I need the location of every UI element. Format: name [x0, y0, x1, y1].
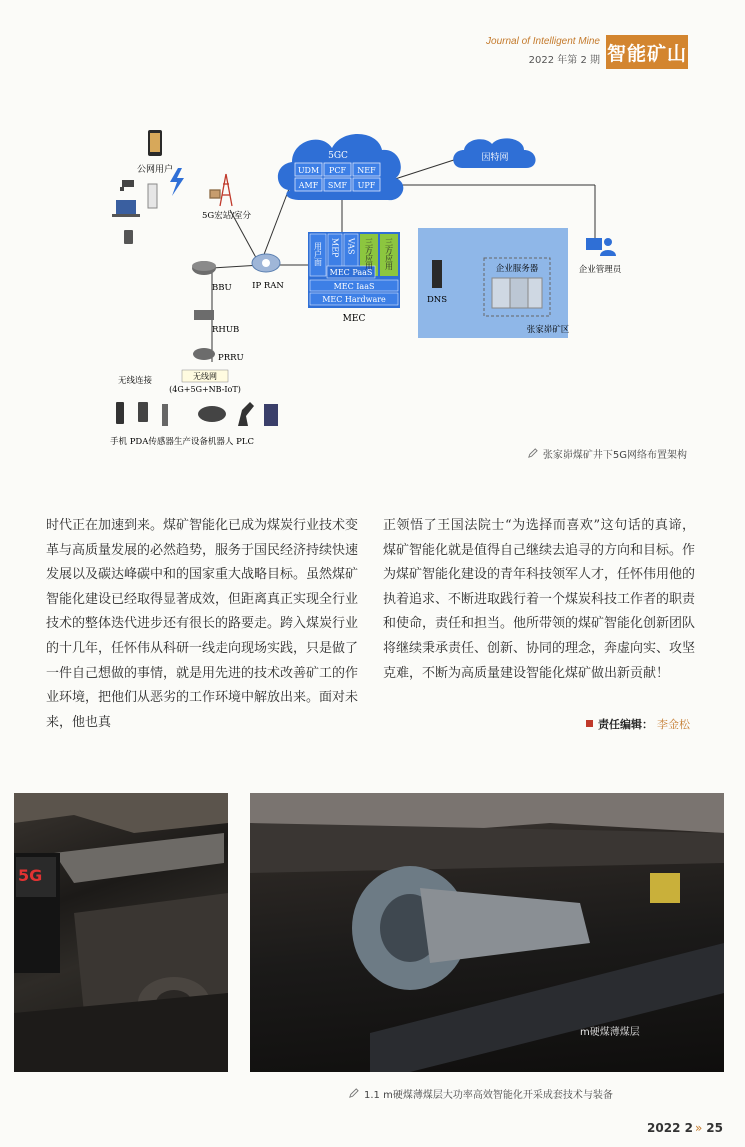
- handset-icon: [116, 402, 124, 424]
- wireless-link-label: 无线连接: [118, 376, 153, 386]
- mec-label: MEC: [342, 314, 366, 324]
- figure-2-caption: [348, 1086, 613, 1101]
- production-equipment-icon: [198, 406, 226, 422]
- camera-icon: [120, 180, 134, 191]
- editor-name: 李金松: [657, 718, 690, 731]
- public-user-label: 公网用户: [136, 165, 174, 175]
- page-footer: [647, 1121, 723, 1135]
- figure-1-caption: [527, 446, 687, 461]
- journal-name: Journal of Intelligent Mine: [486, 36, 600, 47]
- footer-arrows: »: [694, 1121, 703, 1135]
- shearer-photo-right: [250, 793, 724, 1072]
- internet-label: 因特网: [481, 153, 509, 163]
- core-label: 5GC: [328, 151, 348, 161]
- end-devices: [116, 402, 278, 426]
- wireless-types-label: (4G+5G+NB-IoT): [169, 385, 241, 394]
- amf-label: AMF: [298, 181, 319, 190]
- rhub-label: RHUB: [212, 325, 240, 335]
- photo-left-drawing: [14, 793, 228, 1072]
- wireless-net-label: 无线网: [193, 372, 217, 381]
- pen-icon: [348, 1088, 359, 1099]
- responsible-editor: [586, 716, 690, 732]
- udm-label: UDM: [297, 166, 320, 175]
- admin-label: 企业管理员: [578, 265, 622, 275]
- page-number: 25: [706, 1121, 723, 1135]
- macro-station-icon: [210, 174, 232, 206]
- plc-icon: [264, 404, 278, 426]
- dns-server-icon: [432, 260, 442, 288]
- bbu-label: BBU: [212, 283, 232, 293]
- smf-label: SMF: [327, 181, 348, 190]
- sensor-icon: [162, 404, 168, 426]
- figure-1-caption-text: 张家峁煤矿井下5G网络布置架构: [542, 450, 687, 461]
- user-plane-label: 用户面: [313, 242, 323, 266]
- journal-logo: 智能矿山: [606, 35, 688, 69]
- dns-label: DNS: [426, 295, 448, 305]
- devices-label: 手机 PDA传感器生产设备机器人 PLC: [110, 437, 254, 447]
- bbu-icon: [192, 261, 216, 275]
- network-architecture-diagram: [100, 120, 680, 460]
- photo-overlay-text: m硬煤薄煤层: [580, 1027, 640, 1038]
- mep-label: MEP: [330, 238, 340, 258]
- photo-5g-sign: 5G: [18, 866, 43, 885]
- photo-right-drawing: [250, 793, 724, 1072]
- editor-square-icon: [586, 720, 593, 727]
- editor-label: 责任编辑：: [598, 718, 653, 731]
- journal-issue: 2022 年第 2 期: [528, 55, 600, 66]
- laptop-icon: [112, 200, 140, 217]
- nef-label: NEF: [357, 166, 376, 175]
- mec-iaas-label: MEC IaaS: [333, 282, 375, 291]
- prru-label: PRRU: [218, 353, 244, 363]
- ip-ran-icon: [252, 254, 280, 272]
- router-icon: [148, 184, 157, 208]
- tablet-icon: [124, 230, 133, 244]
- mec-hardware-label: MEC Hardware: [322, 295, 386, 304]
- vas-label: VAS: [346, 238, 356, 255]
- third-party-app-2-label: 三方应用: [384, 238, 394, 270]
- figure-2-caption-text: 1.1 m硬煤薄煤层大功率高效智能化开采成套技术与装备: [364, 1090, 613, 1101]
- pda-icon: [138, 402, 148, 422]
- mec-paas-label: MEC PaaS: [329, 268, 373, 277]
- enterprise-server-label: 企业服务器: [495, 264, 539, 274]
- mine-area-label: 张家峁矿区: [526, 325, 570, 335]
- rhub-icon: [194, 310, 214, 320]
- upf-label: UPF: [357, 181, 376, 190]
- pcf-label: PCF: [328, 166, 347, 175]
- ip-ran-label: IP RAN: [252, 281, 284, 291]
- article-column-left: 时代正在加速到来。煤矿智能化已成为煤炭行业技术变革与高质量发展的必然趋势，服务于国民经济持续快速发展以及碳达峰碳中和的国家重大战略目标。虽然煤矿智能化建设已经取得显著成效，但距离真正实现全行业技术的整体迭代进步还有很长的路要走。跨入煤炭行业的十几年，任怀伟从科研一线走向现场实践，只是做了一件自己想做的事情，就是用先进的技术改善矿工的作业环境，把他们从恶劣的工作环境中解放出来。面对未来，他也真: [46, 518, 359, 730]
- prru-icon: [193, 348, 215, 360]
- robot-icon: [238, 402, 254, 426]
- macro-station-label: 5G宏站/室分: [202, 211, 252, 221]
- enterprise-server-icon: [492, 278, 510, 308]
- admin-icon: [586, 238, 616, 256]
- phone-icon: [148, 130, 162, 156]
- third-party-app-1-label: 三方应用: [364, 238, 374, 270]
- footer-issue: 2022 2: [647, 1121, 693, 1135]
- mine-area: [418, 228, 568, 338]
- pen-icon: [527, 448, 538, 459]
- article-column-right: 正领悟了王国法院士“为选择而喜欢”这句话的真谛，煤矿智能化就是值得自己继续去追寻的方向和目标。作为煤矿智能化建设的青年科技领军人才，任怀伟用他的执着追求、不断进取践行着一个煤炭科技工作者的职责和使命，责任和担当。他所带领的煤矿智能化创新团队将继续秉承责任、创新、协同的理念，奔虚向实、攻坚克难，不断为高质量建设智能化煤矿做出新贡献！: [383, 518, 696, 681]
- mining-equipment-photo-left: [14, 793, 228, 1072]
